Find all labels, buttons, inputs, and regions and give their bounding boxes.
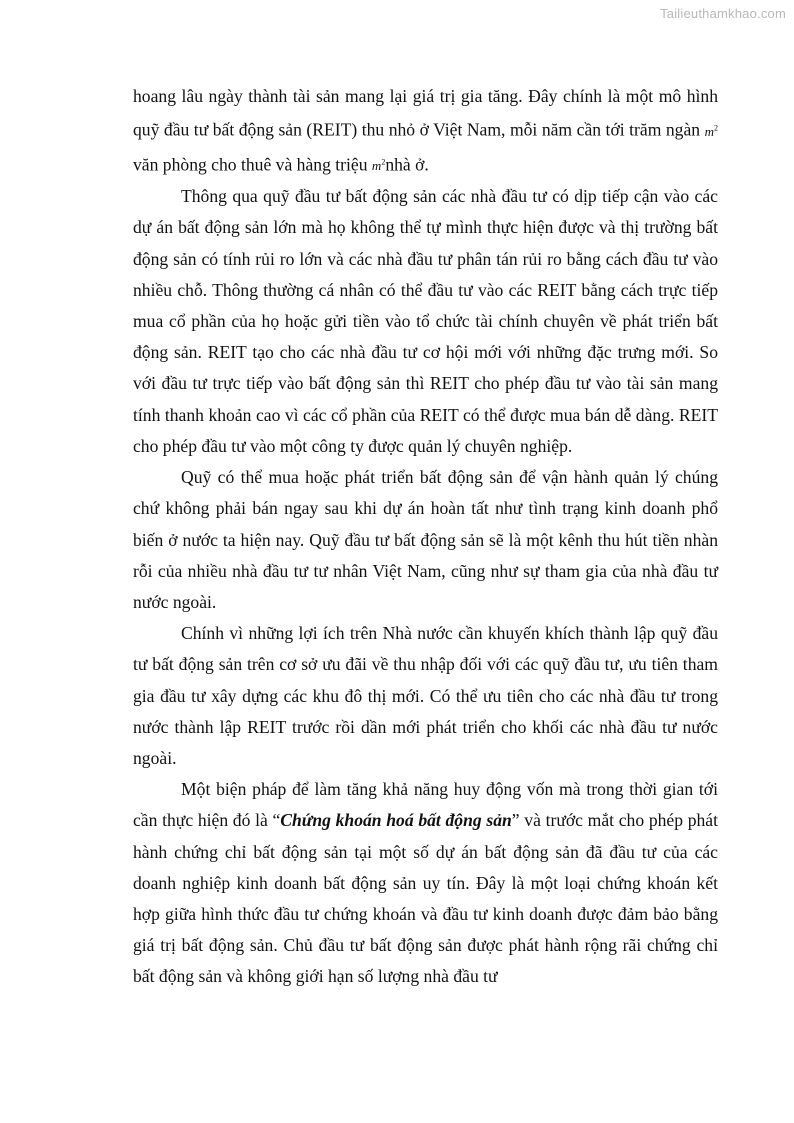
paragraph-4: Chính vì những lợi ích trên Nhà nước cần khuyến khích thành lập quỹ đầu tư bất động sản trên cơ sở ưu đãi về thu nhập đối với các quỹ đầu tư, ưu tiên tham gia đầu tư xây dựng các khu đô thị mới. Có thể ưu tiên cho các nhà đầu tư trong nước thành lập REIT trước rồi dần mới phát triển cho khối các nhà đầu tư nước ngoài. xyxy=(133,623,718,768)
paragraph-5-text-b: ” và trước mắt cho phép phát hành chứng chỉ bất động sản tại một số dự án bất động sản đã đầu tư của các doanh nghiệp kinh doanh bất động sản uy tín. Đây là một loại chứng khoán kết hợp giữa hình thức đầu tư chứng khoán và đầu tư kinh doanh được đảm bảo bằng giá trị bất động sản. Chủ đầu tư bất động sản được phát hành rộng rãi chứng chỉ bất động sản và không giới hạn số lượng nhà đầu tư xyxy=(133,810,719,987)
paragraph-1-text-a: hoang lâu ngày thành tài sản mang lại giá trị gia tăng. Đây chính là một mô hình quỹ đầu tư bất động sản (REIT) thu nhỏ ở Việt Nam, mỗi năm cần tới trăm ngàn xyxy=(133,86,718,140)
paragraph-3: Quỹ có thể mua hoặc phát triển bất động sản để vận hành quản lý chúng chứ không phải bán ngay sau khi dự án hoàn tất như tình trạng kinh doanh phổ biến ở nước ta hiện nay. Quỹ đầu tư bất động sản sẽ là một kênh thu hút tiền nhàn rỗi của nhiều nhà đầu tư tư nhân Việt Nam, cũng như sự tham gia của nhà đầu tư nước ngoài. xyxy=(133,467,718,612)
emphasis-term: Chứng khoán hoá bất động sản xyxy=(280,810,512,831)
paragraph-5-text-a: Một biện pháp để làm tăng khả năng huy động vốn mà trong thời gian tới cần thực hiện đó là “ xyxy=(133,779,718,831)
paragraph-2: Thông qua quỹ đầu tư bất động sản các nhà đầu tư có dịp tiếp cận vào các dự án bất động sản lớn mà họ không thể tự mình thực hiện được và thị trường bất động sản có tính rủi ro lớn và các nhà đầu tư phân tán rủi ro bằng cách đầu tư vào nhiều chỗ. Thông thường cá nhân có thể đầu tư vào các REIT bằng cách trực tiếp mua cổ phần của họ hoặc gửi tiền vào tổ chức tài chính chuyên về phát triển bất động sản. REIT tạo cho các nhà đầu tư cơ hội mới với những đặc trưng mới. So với đầu tư trực tiếp vào bất động sản thì REIT cho phép đầu tư vào tài sản mang tính thanh khoản cao vì các cổ phần của REIT có thể được mua bán dễ dàng. REIT cho phép đầu tư vào một công ty được quản lý chuyên nghiệp. xyxy=(133,186,718,456)
paragraph-1-text-b: văn phòng cho thuê và hàng triệu xyxy=(133,154,372,175)
unit-m2-1: $m^2$ xyxy=(704,123,718,139)
paragraph-1-text-c: nhà ở. xyxy=(385,154,429,175)
unit-m2-2: $m^2$ xyxy=(371,157,386,174)
watermark-text: Tailieuthamkhao.com xyxy=(660,6,786,21)
document-body xyxy=(133,81,718,993)
paragraph-5 xyxy=(133,774,718,992)
paragraph-1 xyxy=(133,81,718,181)
